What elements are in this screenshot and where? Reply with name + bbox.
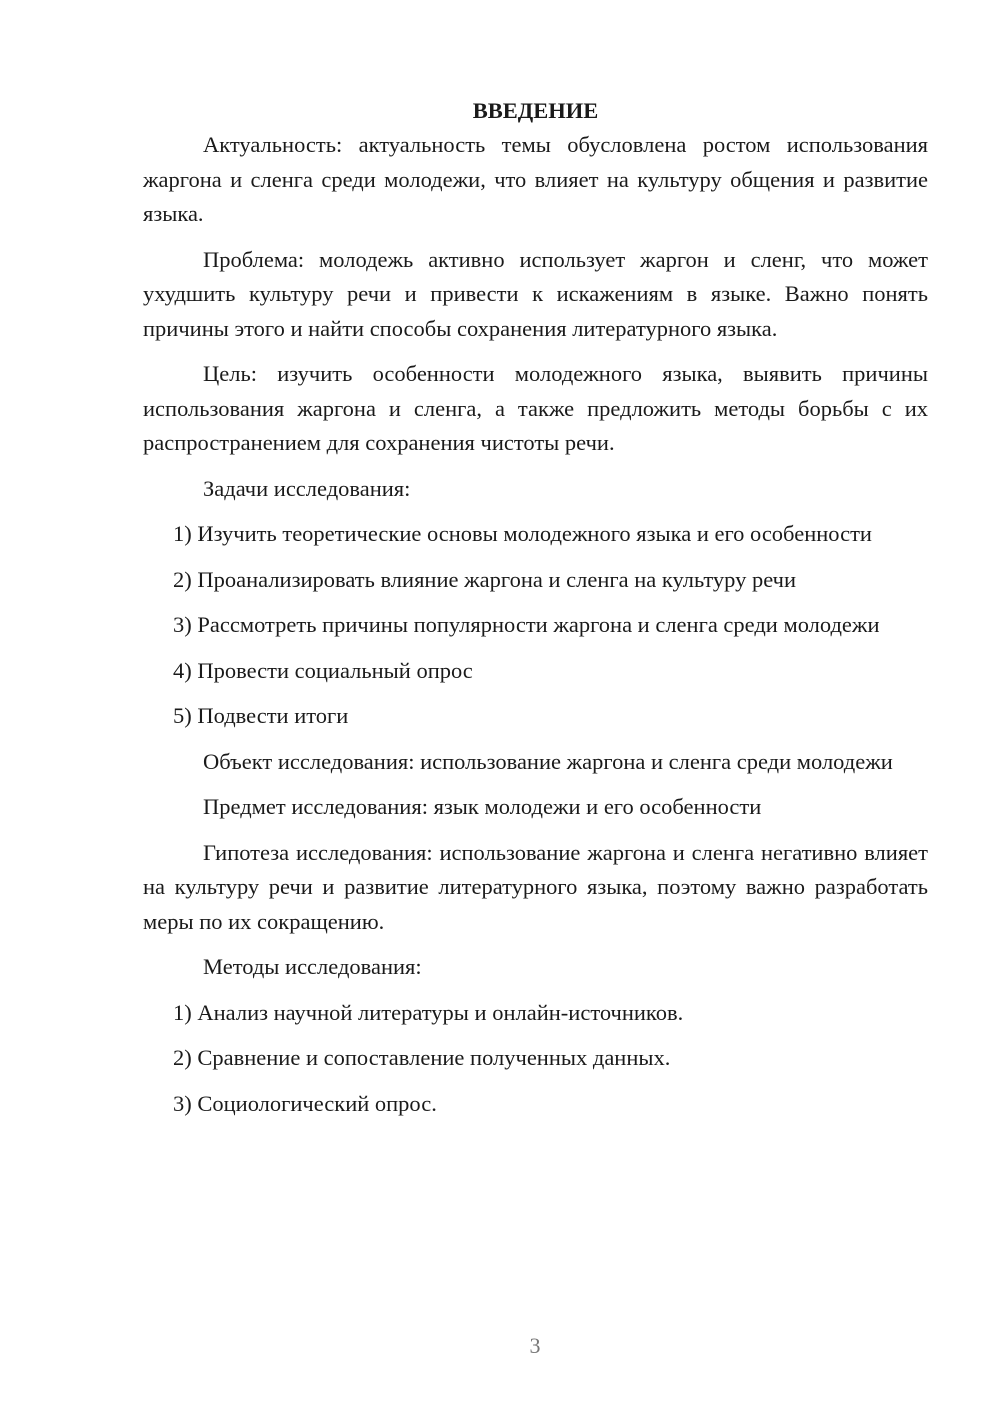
- tasks-heading: Задачи исследования:: [203, 475, 411, 501]
- task-item: 4) Провести социальный опрос: [173, 657, 473, 683]
- method-item: 3) Социологический опрос.: [173, 1090, 437, 1116]
- relevance-paragraph: Актуальность: актуальность темы обусловлена ростом использования жаргона и сленга среди молодежи, что влияет на культуру общения и развитие языка.: [143, 132, 928, 226]
- hypothesis-paragraph: Гипотеза исследования: использование жаргона и сленга негативно влияет на культуру речи и развитие литературного языка, поэтому важно разработать меры по их сокращению.: [143, 839, 928, 934]
- subject-paragraph: Предмет исследования: язык молодежи и его особенности: [203, 794, 762, 819]
- section-heading: ВВЕДЕНИЕ: [472, 98, 599, 123]
- task-item: 1) Изучить теоретические основы молодежного языка и его особенности: [173, 521, 872, 546]
- problem-paragraph: Проблема: молодежь активно использует жаргон и сленг, что может ухудшить культуру речи и привести к искажениям в языке. Важно понять причины этого и найти способы сохранения литературного языка.: [143, 246, 928, 341]
- task-item: 2) Проанализировать влияние жаргона и сленга на культуру речи: [173, 566, 797, 592]
- methods-heading: Методы исследования:: [203, 954, 422, 979]
- object-paragraph: Объект исследования: использование жаргона и сленга среди молодежи: [203, 748, 893, 774]
- method-item: 2) Сравнение и сопоставление полученных данных.: [173, 1045, 671, 1070]
- goal-paragraph: Цель: изучить особенности молодежного языка, выявить причины использования жаргона и сленга, а также предложить методы борьбы с их распространением для сохранения чистоты речи.: [143, 361, 928, 455]
- page-content: [143, 94, 928, 1132]
- task-item: 5) Подвести итоги: [173, 703, 349, 728]
- method-item: 1) Анализ научной литературы и онлайн-источников.: [173, 999, 684, 1025]
- task-item: 3) Рассмотреть причины популярности жаргона и сленга среди молодежи: [173, 612, 880, 637]
- page-number: 3: [529, 1333, 541, 1358]
